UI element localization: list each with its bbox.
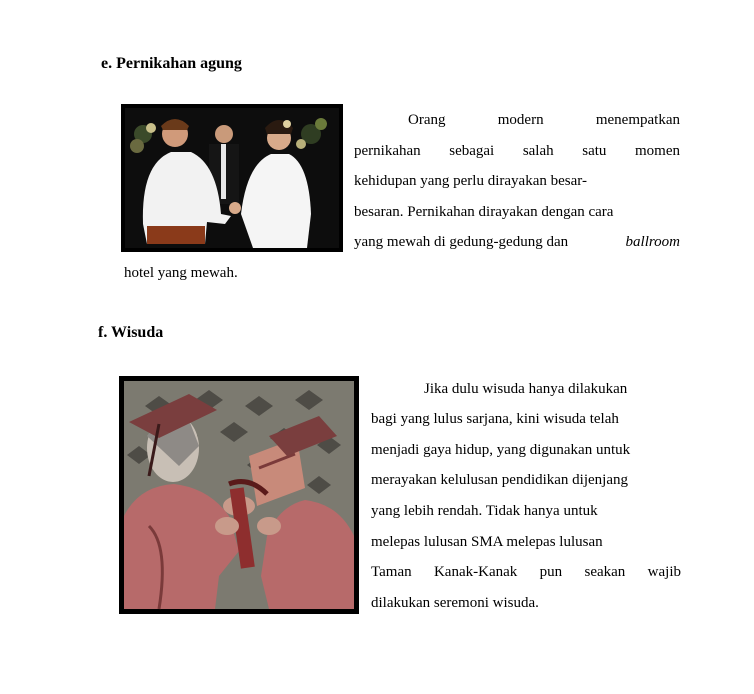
ballroom-italic: ballroom: [625, 234, 680, 250]
paragraph-f-line-5: yang lebih rendah. Tidak hanya untuk: [371, 503, 598, 519]
section-e-heading: e. Pernikahan agung: [101, 55, 242, 72]
paragraph-e-line-6: hotel yang mewah.: [124, 265, 238, 281]
wedding-photo: [121, 104, 343, 252]
paragraph-e-line-3: kehidupan yang perlu dirayakan besar-: [354, 173, 587, 189]
paragraph-e-line-4: besaran. Pernikahan dirayakan dengan cara: [354, 204, 614, 220]
paragraph-f-line-6: melepas lulusan SMA melepas lulusan: [371, 534, 603, 550]
paragraph-e-line-2: pernikahan sebagai salah satu momen: [354, 143, 680, 159]
paragraph-f-line-8: dilakukan seremoni wisuda.: [371, 595, 539, 611]
paragraph-e-line-1: Orang modern menempatkan: [408, 112, 680, 128]
paragraph-f-line-1: Jika dulu wisuda hanya dilakukan: [424, 381, 628, 397]
paragraph-f-line-3: menjadi gaya hidup, yang digunakan untuk: [371, 442, 631, 458]
paragraph-e-line-5: yang mewah di gedung-gedung dan ballroom: [354, 234, 680, 250]
section-f-heading: f. Wisuda: [98, 324, 164, 341]
paragraph-f-line-2: bagi yang lulus sarjana, kini wisuda telah: [371, 411, 619, 427]
graduation-clipart: [119, 376, 359, 614]
paragraph-f-line-7: Taman Kanak-Kanak pun seakan wajib: [371, 564, 681, 580]
paragraph-f-line-4: merayakan kelulusan pendidikan dijenjang: [371, 472, 628, 488]
